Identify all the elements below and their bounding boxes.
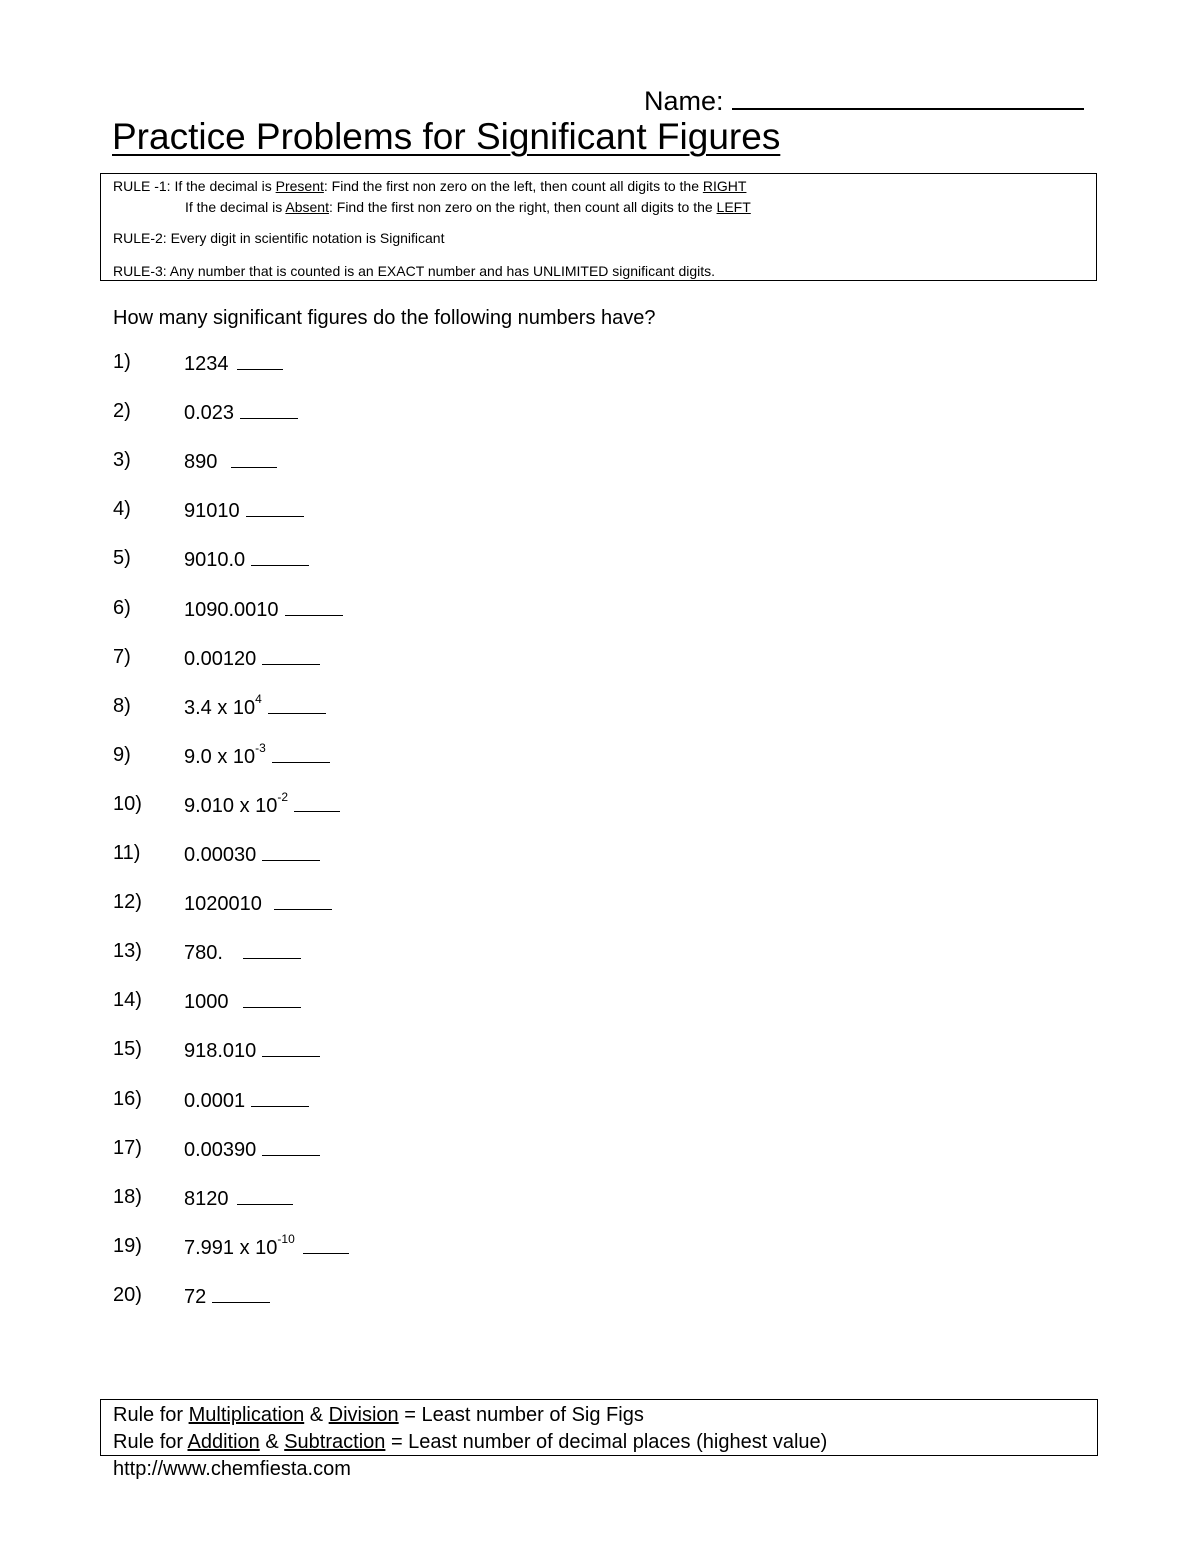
problem-number: 15)	[113, 1038, 142, 1060]
problem-number: 13)	[113, 940, 142, 962]
problem-number: 7)	[113, 646, 131, 668]
problem-value	[184, 646, 320, 671]
answer-blank[interactable]	[251, 547, 309, 566]
question-prompt: How many significant figures do the following numbers have?	[113, 307, 656, 329]
problem-number: 14)	[113, 989, 142, 1011]
rules-box	[100, 173, 1097, 281]
problem-value	[184, 1232, 349, 1260]
problem-number-value: 0.023	[184, 402, 235, 424]
problem-value	[184, 498, 304, 523]
rule-1-present: RULE -1: If the decimal is Present: Find the first non zero on the left, then count all digits to the RIGHT	[113, 178, 747, 194]
problem-value	[184, 597, 343, 622]
problem-value	[184, 842, 320, 867]
name-field	[644, 86, 1084, 117]
problem-number-value: 1090.0010	[184, 599, 279, 621]
problem-value	[184, 400, 298, 425]
problem-value	[184, 891, 332, 916]
problem-value	[184, 1088, 309, 1113]
answer-blank[interactable]	[231, 449, 277, 468]
problem-number-value: 0.00120	[184, 648, 257, 670]
answer-blank[interactable]	[246, 498, 304, 517]
problem-number: 2)	[113, 400, 131, 422]
problem-number-value: 7.991 x 10	[184, 1237, 278, 1259]
problem-value	[184, 351, 283, 376]
answer-blank[interactable]	[268, 695, 326, 714]
footer-rules-box	[100, 1399, 1098, 1456]
problem-value	[184, 790, 340, 818]
problem-number-value: 3.4 x 10	[184, 697, 256, 719]
problem-value	[184, 1186, 293, 1211]
problem-value	[184, 1137, 320, 1162]
problem-number-value: 1000	[184, 991, 229, 1013]
name-blank-line[interactable]	[732, 86, 1084, 110]
name-label: Name:	[644, 86, 724, 116]
problem-number-value: 8120	[184, 1188, 229, 1210]
problem-number: 20)	[113, 1284, 142, 1306]
answer-blank[interactable]	[272, 744, 330, 763]
answer-blank[interactable]	[274, 891, 332, 910]
answer-blank[interactable]	[251, 1088, 309, 1107]
answer-blank[interactable]	[237, 1186, 293, 1205]
problem-number-value: 9.010 x 10	[184, 795, 278, 817]
problem-number: 5)	[113, 547, 131, 569]
problem-value	[184, 741, 330, 769]
problem-number: 16)	[113, 1088, 142, 1110]
answer-blank[interactable]	[243, 989, 301, 1008]
problem-value	[184, 1284, 270, 1309]
problem-number: 6)	[113, 597, 131, 619]
problem-number-value: 9010.0	[184, 549, 246, 571]
answer-blank[interactable]	[262, 842, 320, 861]
footer-rule-addition: Rule for Addition & Subtraction = Least number of decimal places (highest value)	[113, 1431, 828, 1453]
answer-blank[interactable]	[243, 940, 301, 959]
problem-number-value: 0.00390	[184, 1139, 257, 1161]
answer-blank[interactable]	[212, 1284, 270, 1303]
problem-value	[184, 449, 277, 474]
problem-number: 11)	[113, 842, 141, 864]
problem-number-value: 890	[184, 451, 218, 473]
problem-number-value: 9.0 x 10	[184, 746, 256, 768]
problem-number-value: 0.00030	[184, 844, 257, 866]
problem-number: 9)	[113, 744, 131, 766]
problem-number: 10)	[113, 793, 142, 815]
answer-blank[interactable]	[294, 793, 340, 812]
problem-number-value: 0.0001	[184, 1090, 246, 1112]
problem-value	[184, 1038, 320, 1063]
footer-rule-multiplication: Rule for Multiplication & Division = Least number of Sig Figs	[113, 1404, 644, 1426]
problem-value	[184, 692, 326, 720]
answer-blank[interactable]	[237, 351, 283, 370]
rule-1-absent: If the decimal is Absent: Find the first non zero on the right, then count all digits to the LEFT	[185, 199, 751, 215]
problem-number: 17)	[113, 1137, 142, 1159]
problem-exponent: -10	[277, 1232, 295, 1246]
problem-number: 19)	[113, 1235, 142, 1257]
problem-value	[184, 547, 309, 572]
problem-number: 12)	[113, 891, 142, 913]
problem-number: 4)	[113, 498, 131, 520]
answer-blank[interactable]	[262, 1038, 320, 1057]
problem-number: 8)	[113, 695, 131, 717]
problem-number-value: 918.010	[184, 1040, 257, 1062]
problem-number: 1)	[113, 351, 131, 373]
problem-number-value: 1234	[184, 353, 229, 375]
problem-number-value: 780.	[184, 942, 223, 964]
answer-blank[interactable]	[240, 400, 298, 419]
answer-blank[interactable]	[303, 1235, 349, 1254]
page-title: Practice Problems for Significant Figures	[112, 116, 781, 157]
problem-exponent: -3	[255, 741, 266, 755]
answer-blank[interactable]	[262, 1137, 320, 1156]
problem-exponent: -2	[277, 790, 289, 804]
problem-value	[184, 989, 301, 1014]
problem-number-value: 1020010	[184, 893, 262, 915]
rule-3: RULE-3: Any number that is counted is an EXACT number and has UNLIMITED significant digits.	[113, 263, 716, 279]
problem-number: 3)	[113, 449, 131, 471]
answer-blank[interactable]	[285, 597, 343, 616]
problem-number-value: 72	[184, 1286, 207, 1308]
problem-exponent: 4	[255, 692, 262, 706]
problem-value	[184, 940, 301, 965]
source-url[interactable]: http://www.chemfiesta.com	[113, 1458, 351, 1480]
problem-number: 18)	[113, 1186, 142, 1208]
answer-blank[interactable]	[262, 646, 320, 665]
rule-2: RULE-2: Every digit in scientific notation is Significant	[113, 230, 445, 246]
problem-number-value: 91010	[184, 500, 240, 522]
